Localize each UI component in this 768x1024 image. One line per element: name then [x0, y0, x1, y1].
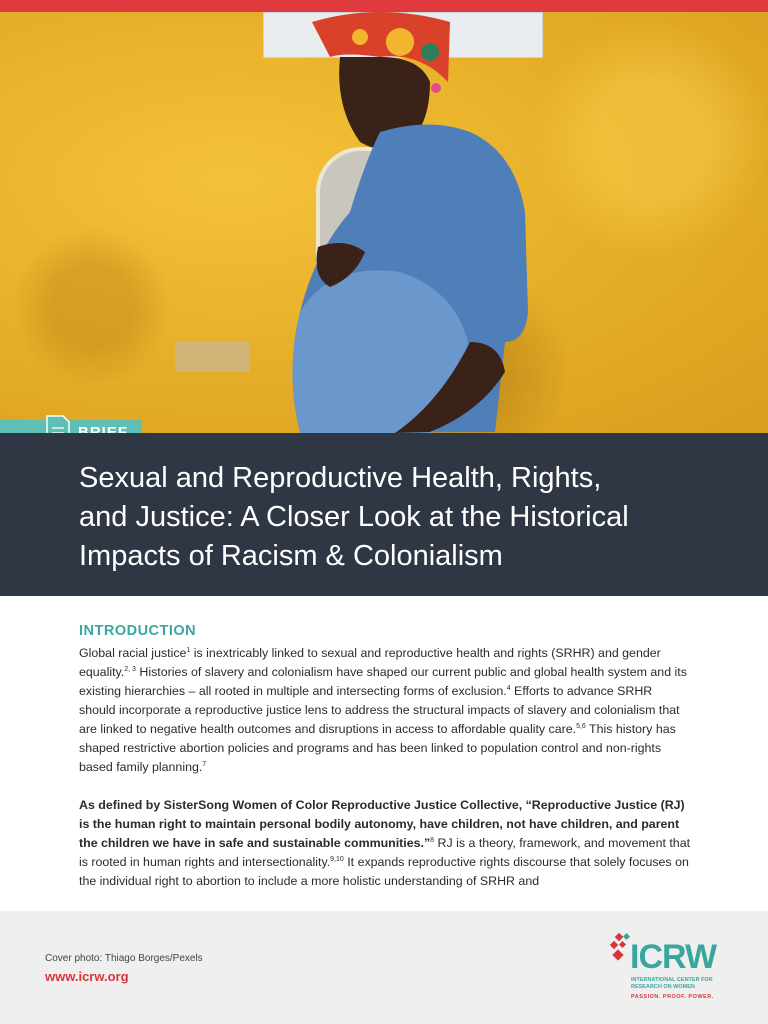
- title-line-1: Sexual and Reproductive Health, Rights,: [79, 462, 602, 494]
- headwrap-pattern-3: [352, 29, 368, 45]
- text-run: Histories of slavery and colonialism have shaped our current public and global health system and its existing hierarchies – all rooted in multiple and intersecting forms of exclusion.: [79, 665, 687, 698]
- footnote-ref: 8: [430, 836, 435, 844]
- pregnant-woman-illustration: [0, 12, 768, 433]
- logo-tagline: PASSION. PROOF. POWER.: [631, 994, 714, 1000]
- footnote-ref: 4: [506, 684, 511, 692]
- text-run: Efforts to advance SRHR should incorporate a reproductive justice lens to address the structural impacts of slavery and colonialism that are linked to negative health outcomes and disruptions in access to affordable quality care.: [79, 684, 680, 736]
- intro-paragraph-1: [79, 644, 691, 777]
- logo-subtitle: INTERNATIONAL CENTER FOR RESEARCH ON WOMEN: [631, 977, 713, 990]
- text-run: It expands reproductive rights discourse that solely focuses on the individual right to abortion to include a more holistic understanding of SRHR and: [79, 855, 689, 888]
- intro-paragraph-2: [79, 796, 691, 891]
- footnote-ref: 9,10: [330, 855, 344, 863]
- cover-photo: [0, 12, 768, 433]
- footnote-ref: 5,6: [576, 722, 586, 730]
- article-body: [79, 622, 691, 891]
- footnote-ref: 1: [186, 646, 191, 654]
- text-run: RJ is a theory, framework, and movement that is rooted in human rights and intersectionality.: [79, 836, 691, 869]
- title-line-3: Impacts of Racism & Colonialism: [79, 540, 503, 572]
- footnote-ref: 7: [202, 760, 207, 768]
- title-line-2: and Justice: A Closer Look at the Historical: [79, 501, 629, 533]
- earring: [431, 83, 441, 93]
- section-heading-introduction: INTRODUCTION: [79, 623, 197, 639]
- rj-definition: As defined by SisterSong Women of Color Reproductive Justice Collective, “Reproductive Justice (RJ) is the human right to maintain personal bodily autonomy, have children, not have children, and parent the children we have in safe and sustainable communities.”: [79, 798, 685, 850]
- top-accent-bar: [0, 0, 768, 12]
- headwrap-pattern: [386, 28, 414, 56]
- footnote-ref: 2, 3: [124, 665, 136, 673]
- photo-credit: Cover photo: Thiago Borges/Pexels: [45, 953, 203, 964]
- text-run: is inextricably linked to sexual and reproductive health and rights (SRHR) and gender equality.: [79, 646, 661, 679]
- icrw-logo: [608, 932, 728, 1004]
- text-run: This history has shaped restrictive abortion policies and programs and has been linked to population control and non-rights based family planning.: [79, 722, 676, 774]
- website-link[interactable]: www.icrw.org: [45, 969, 129, 984]
- headwrap-pattern-2: [421, 43, 439, 61]
- page-title: [79, 459, 719, 576]
- logo-wordmark: ICRW: [630, 938, 717, 976]
- text-run: Global racial justice: [79, 646, 187, 660]
